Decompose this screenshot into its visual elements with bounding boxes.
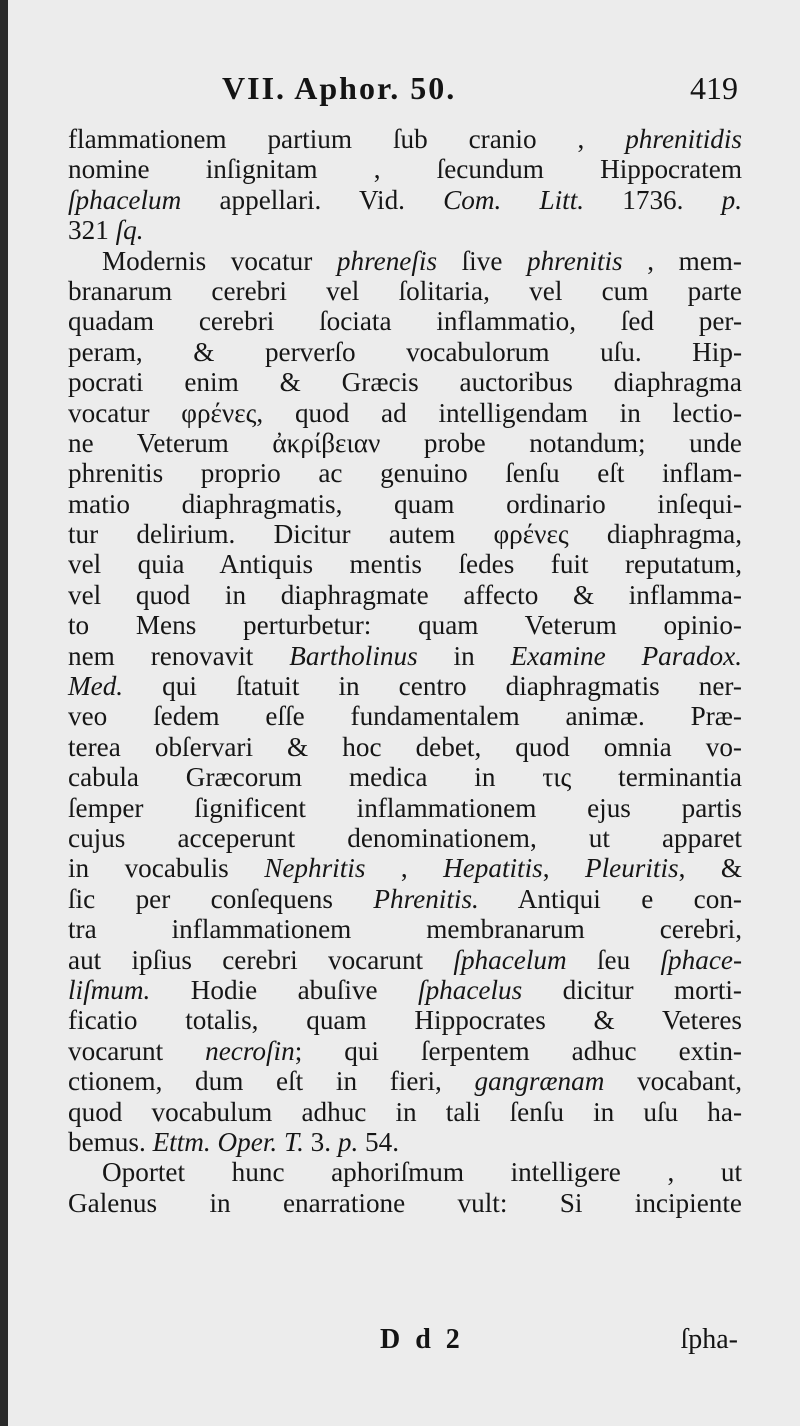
text-line [68, 1036, 742, 1066]
text-line [68, 671, 742, 701]
text-line [68, 732, 742, 762]
text-run: quod vocabulum adhuc in tali ſenſu in uſu ha- [68, 1096, 742, 1127]
text-line [68, 154, 742, 184]
text-line [68, 398, 742, 428]
body-text [68, 124, 742, 1218]
text-line [68, 1097, 742, 1127]
italic-run: gangrænam [474, 1066, 605, 1097]
text-run: ne Veterum ἀκρίβειαν probe notandum; unde [68, 427, 742, 458]
text-run: , & [678, 853, 742, 884]
italic-run: Phrenitis. [373, 883, 479, 914]
italic-run: Ettm. Oper. T. [152, 1126, 304, 1157]
text-run: , [365, 853, 444, 884]
text-run: ſeu [566, 944, 661, 975]
text-run: Antiqui e con- [478, 883, 742, 914]
text-run: ctionem, dum eſt in fieri, [68, 1066, 475, 1097]
text-run: cujus acceperunt denominationem, ut apparet [68, 822, 742, 853]
text-line [68, 762, 742, 792]
text-line [68, 793, 742, 823]
text-line [68, 853, 742, 883]
text-line [68, 641, 742, 671]
text-line [68, 580, 742, 610]
text-run: 321 [68, 215, 116, 246]
text-run: in [417, 640, 511, 671]
text-line [68, 1157, 742, 1187]
text-line [68, 1127, 742, 1157]
text-run: tur delirium. Dicitur autem φρένες diaphragma, [68, 519, 742, 550]
italic-run: ſq. [115, 215, 144, 246]
text-line [68, 1066, 742, 1096]
italic-run: Hepatitis [443, 853, 543, 884]
text-run: Hodie abuſive [150, 974, 419, 1005]
text-run: qui ſtatuit in centro diaphragmatis ner- [123, 671, 742, 702]
italic-run: necroſin [205, 1035, 295, 1066]
text-line [68, 823, 742, 853]
italic-run: Nephritis [264, 853, 366, 884]
italic-run: phrenitidis [625, 124, 742, 154]
text-run: vocatur φρένες, quod ad intelligendam in lectio- [68, 397, 742, 428]
text-run: in vocabulis [68, 853, 265, 884]
italic-run: p. [337, 1126, 359, 1157]
text-line [68, 367, 742, 397]
text-run: appellari. Vid. [181, 184, 444, 215]
italic-run: Med. [68, 671, 124, 702]
running-title: VII. Aphor. 50. [222, 70, 457, 106]
italic-run: Bartholinus [289, 640, 418, 671]
italic-run: phreneſis [336, 245, 438, 276]
italic-run: phrenitis [526, 245, 623, 276]
text-run: Oportet hunc aphoriſmum intelligere , ut [102, 1157, 742, 1188]
text-line [68, 215, 742, 245]
italic-run: ſphacelum [68, 184, 182, 215]
text-run: Galenus in enarratione vult: Si incipiente [68, 1187, 742, 1218]
text-run: branarum cerebri vel ſolitaria, vel cum parte [68, 275, 742, 306]
text-line [68, 1005, 742, 1035]
text-line [68, 185, 742, 215]
italic-run: ſphace- [660, 944, 743, 975]
text-run: peram, & perverſo vocabulorum uſu. Hip- [68, 336, 742, 367]
text-run: ; qui ſerpentem adhuc extin- [294, 1035, 742, 1066]
text-line [68, 306, 742, 336]
text-line [68, 246, 742, 276]
text-run: , mem- [622, 245, 742, 276]
text-line [68, 519, 742, 549]
text-run: flammationem partium ſub cranio , [68, 124, 626, 154]
text-line [68, 489, 742, 519]
text-run: 54. [358, 1126, 400, 1157]
italic-run: ſphacelus [418, 974, 523, 1005]
italic-run: Examine Paradox. [510, 640, 743, 671]
text-run: pocrati enim & Græcis auctoribus diaphragma [68, 367, 742, 398]
text-run: vel quod in diaphragmate affecto & inflamma- [68, 579, 742, 610]
text-run: tra inflammationem membranarum cerebri, [68, 914, 742, 945]
text-run: quadam cerebri ſociata inflammatio, ſed per- [68, 306, 742, 337]
text-line [68, 884, 742, 914]
text-line [68, 428, 742, 458]
book-page [8, 0, 800, 1426]
italic-run: p. [721, 184, 742, 215]
text-line [68, 337, 742, 367]
italic-run: liſmum. [68, 974, 151, 1005]
text-line [68, 1188, 742, 1218]
text-run: bemus. [68, 1126, 153, 1157]
page-header [8, 70, 800, 114]
text-line [68, 276, 742, 306]
text-run: ſic per conſequens [68, 883, 374, 914]
text-line [68, 914, 742, 944]
text-run: aut ipſius cerebri vocarunt [68, 944, 454, 975]
text-line [68, 458, 742, 488]
text-run: vocarunt [68, 1035, 206, 1066]
text-run: terea obſervari & hoc debet, quod omnia vo- [68, 731, 742, 762]
text-run: cabula Græcorum medica in τις terminantia [68, 762, 742, 793]
text-run: 1736. [584, 184, 722, 215]
text-run: matio diaphragmatis, quam ordinario inſequi- [68, 488, 742, 519]
text-run: 3. [303, 1126, 338, 1157]
signature-mark: D d 2 [380, 1324, 464, 1355]
text-run: nem renovavit [68, 640, 290, 671]
text-line [68, 124, 742, 154]
text-run: veo ſedem eſſe fundamentalem animæ. Præ- [68, 701, 742, 732]
text-run: dicitur morti- [522, 974, 742, 1005]
italic-run: Com. Litt. [443, 184, 585, 215]
text-line [68, 610, 742, 640]
text-run: , [542, 853, 585, 884]
text-run: nomine inſignitam , ſecundum Hippocratem [68, 154, 742, 185]
text-run: vocabant, [604, 1066, 742, 1097]
text-line [68, 975, 742, 1005]
page-number: 419 [690, 70, 738, 106]
page-footer [8, 1324, 800, 1356]
text-run: to Mens perturbetur: quam Veterum opinio- [68, 610, 742, 641]
italic-run: Pleuritis [584, 853, 679, 884]
catchword: ſpha- [680, 1324, 738, 1355]
text-run: Modernis vocatur [102, 245, 337, 276]
text-run: ſive [437, 245, 527, 276]
text-run: phrenitis proprio ac genuino ſenſu eſt inflam- [68, 458, 742, 489]
text-run: ſemper ſignificent inflammationem ejus partis [68, 792, 742, 823]
text-run: ficatio totalis, quam Hippocrates & Veteres [68, 1005, 742, 1036]
italic-run: ſphacelum [453, 944, 567, 975]
text-line [68, 945, 742, 975]
text-line [68, 701, 742, 731]
text-run: vel quia Antiquis mentis ſedes fuit reputatum, [68, 549, 742, 580]
text-line [68, 549, 742, 579]
